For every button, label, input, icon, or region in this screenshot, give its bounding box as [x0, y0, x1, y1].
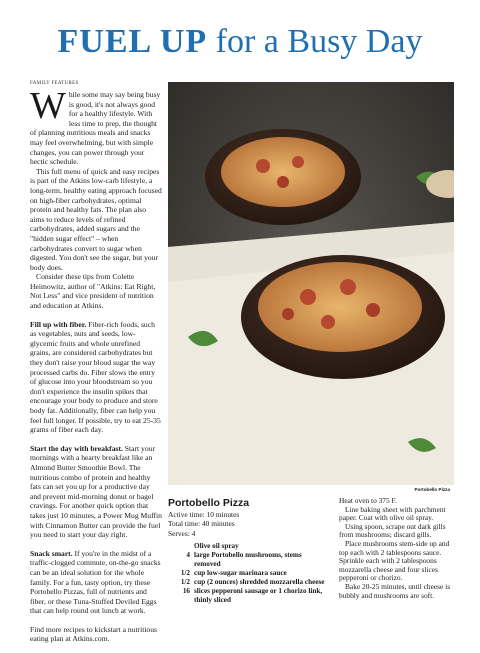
total-time: Total time: 40 minutes: [168, 519, 235, 529]
direction-step: Bake 20-25 minutes, until cheese is bubbly and mushrooms are soft.: [339, 581, 451, 600]
closing-line: Find more recipes to kickstart a nutritious eating plan at Atkins.com.: [30, 624, 157, 644]
intro-paragraph-1: While some may say being busy is good, it's not always good for a healthy lifestyle. With less time to prep, the thought of planning nutritious meals and snacks may feel overwhelming, but with simple changes, you can power through your hectic schedule.: [30, 85, 161, 167]
recipe-meta: [168, 510, 239, 538]
tip-breakfast: Start the day with breakfast. Start your mornings with a hearty breakfast like an Almond Butter Smoothie Bowl. The nutritious combo of protein and healthy fats can set you up for a productive day and prevent mid-morning donut or bagel cravings. For another quick option that takes just 10 minutes, a Power Mug Muffin with Cinnamon Butter can provide the fuel you need to start your day right.: [30, 443, 162, 540]
ingredient-list: [168, 542, 330, 605]
direction-step: Place mushrooms stem-side up and top each with 2 tablespoons sauce. Sprinkle each with 2 tablespoons mozzarella cheese and four slices pepperoni or chorizo.: [339, 538, 450, 583]
recipe-title: Portobello Pizza: [168, 497, 250, 509]
intro-paragraph-2: This full menu of quick and easy recipes is part of the Atkins low-carb lifestyle, a long-term, healthy eating approach focused on high-fiber carbohydrates, optimal protein and healthy fats. The plan also aims to reduce levels of refined carbohydrates, added sugars and the "hidden sugar effect" – when carbohydrates convert to sugar when digested. You don't see the sugar, but your body does.: [30, 166, 162, 272]
active-time: Active time: 10 minutes: [168, 510, 240, 519]
ingredient-row: 4 large Portobello mushrooms, stems removed: [186, 551, 302, 568]
ingredient-row: 1/2 cup (2 ounces) shredded mozzarella cheese: [180, 578, 325, 586]
drop-cap: W: [30, 85, 66, 127]
portobello-pizza-photo: [168, 82, 454, 485]
tip-snack: Snack smart. If you're in the midst of a traffic-clogged commute, on-the-go snacks can be an ideal solution for the whole family. For a fun, tasty option, try these Portobello Pizzas, full of nutrients and fiber, or these Tuna-Stuffed Deviled Eggs that can help round out lunch at work.: [30, 548, 161, 616]
recipe-directions: [339, 497, 456, 600]
headline-main: FUEL UP: [57, 23, 208, 60]
tip-fiber: Fill up with fiber. Fiber-rich foods, such as vegetables, nuts and seeds, low-glycemic fruits and whole unrefined grains, are considered carbohydrates but they don't raise your blood sugar the way processed carbs do. Fiber slows the entry of glucose into your bloodstream so you don't experience the insulin spikes that encourage your body to produce and store body fat. Additionally, fiber can help you feel full longer. If possible, try to eat 25-35 grams of fiber each day.: [30, 319, 161, 435]
source-line: FAMILY FEATURES: [30, 81, 79, 86]
serves: Serves: 4: [168, 528, 196, 538]
intro-paragraph-3: Consider these tips from Colette Heimowitz, author of "Atkins: Eat Right, Not Less" and vice president of nutrition and education at Atkins.: [30, 272, 156, 311]
direction-step: Line baking sheet with parchment paper. Coat with olive oil spray.: [339, 504, 446, 523]
ingredient-row: 16 slices pepperoni sausage or 1 chorizo link, thinly sliced: [182, 587, 323, 604]
photo-caption: Portobello Pizza: [414, 487, 450, 492]
ingredient-row: 1/2 cup low-sugar marinara sauce: [180, 569, 287, 577]
direction-step: Heat oven to 375 F.: [339, 496, 397, 505]
direction-step: Using spoon, scrape out dark gills from mushrooms; discard gills.: [339, 521, 446, 540]
headline-sub: for a Busy Day: [207, 23, 423, 60]
article-column: [30, 85, 162, 653]
headline: [0, 22, 480, 62]
ingredient-row: Olive oil spray: [194, 542, 239, 550]
